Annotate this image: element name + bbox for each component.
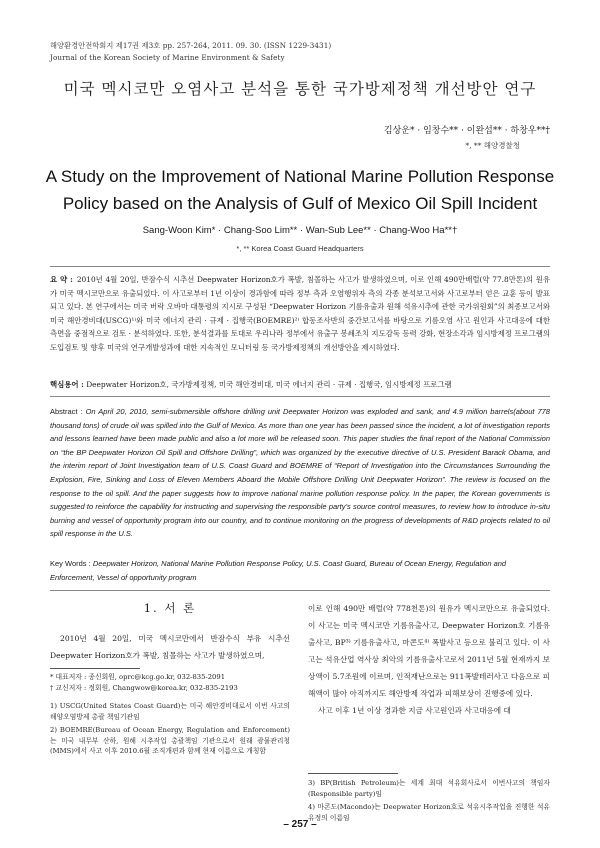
english-title-line2: Policy based on the Analysis of Gulf of Mexico Oil Spill Incident <box>62 194 538 213</box>
footnotes-left <box>50 701 290 757</box>
english-abstract <box>50 405 550 541</box>
korean-keywords <box>50 379 550 390</box>
right-column-body <box>308 600 550 719</box>
korean-abstract-label: 요 약 : <box>50 275 73 284</box>
journal-header <box>50 40 331 64</box>
english-authors: Sang-Woon Kim* · Chang-Soo Lim** · Wan-Sub Lee** · Chang-Woo Ha**† <box>142 225 458 236</box>
korean-title: 미국 멕시코만 오염사고 분석을 통한 국가방제정책 개선방안 연구 <box>63 80 537 98</box>
author-footnotes <box>50 672 290 693</box>
right-paragraph-2: 사고 이후 1년 이상 경과한 지금 사고원인과 사고대응에 대 <box>318 706 511 715</box>
right-paragraph-1: 이로 인해 490만 배럴(약 778천톤)의 원유가 멕시코만으로 유출되었다. 이 사고는 미국 멕시코만 기름유출사고, Deepwater Horizon호 기름유출사고, BP³⁾ 기름유출사고, 마콘도⁴⁾ 폭발사고 등으로 불리고 있다. 이 사고는 석유산업 역사상 최악의 기름유출사고로서 2011년 5월 현재까지 보상액이 5.7조원에 이르며, 인적재난으로는 911폭발테러사고 다음으로 피해액이 많아 아직까지도 해안방제 작업과 피해보상이 진행중에 있다. <box>308 604 550 698</box>
korean-keywords-label: 핵심용어 : <box>50 380 84 389</box>
section-heading: 1. 서 론 <box>143 601 197 615</box>
footnote-divider-right <box>308 773 398 774</box>
korean-abstract-text: 2010년 4월 20일, 반잠수식 시추선 Deepwater Horizon호가 폭발, 침몰하는 사고가 발생하였으며, 이로 인해 490만배럴(약 77.8만톤)의 원유가 미국 멕시코만으로 유출되었다. 이 사고로부터 1년 이상이 경과함에 따라 정부 측과 오염행위자 측의 각종 분석보고서와 사고로부터 얻은 교훈 등이 발표되고 있다. 본 연구에서는 미국 버락 오바마 대통령의 지시로 구성된 “Deepwater Horizon 기름유출과 원해 석유시추에 관한 국가위원회”의 최종보고서와 미국 해안경비대(USCG)¹⁾와 미국 에너지 관리 · 규제 · 집행국(BOEMRE)²⁾ 합동조사반의 중간보고서를 바탕으로 기름오염 사고 원인과 사고대응에 대한 측면을 중점적으로 검토 · 분석하였다. 또한, 분석결과를 토대로 우리나라 정부에서 유출구 봉쇄조치 지도감독 등력 강화, 현장소각과 임시방제정 프로그램의 도입검토 및 향후 미국의 연구개발성과에 대한 지속적인 모니터링 등 국가방제정책의 개선방안을 제시하였다. <box>50 275 550 352</box>
page-number: – 257 – <box>283 819 317 830</box>
footnotes-right <box>308 778 550 823</box>
korean-abstract <box>50 273 550 355</box>
divider-top <box>50 266 550 267</box>
corresponding-author-note: † 교신저자 : 정회원, Changwow@korea.kr, 032-835-2193 <box>50 683 238 692</box>
footnote-2: 2) BOEMRE(Bureau of Ocean Energy, Regulation and Enforcement)는 미국 내무부 산하, 원해 시추작업 총괄책임 기관으로서 원래 광물관리청(MMS)에서 사고 이후 2010.6월 조직개편과 함께 현재 이름으로 개칭함 <box>50 726 290 755</box>
representative-author-note: * 대표저자 : 종신회원, oprc@kcg.go.kr, 032-835-2091 <box>50 673 226 681</box>
footnote-3: 3) BP(British Petroleum)는 세계 최대 석유회사로서 이번사고의 책임자(Responsible party)임 <box>308 779 550 798</box>
divider-bottom <box>50 590 550 591</box>
korean-authors: 김상운* · 임창수** · 이완섭** · 하창우**† <box>383 126 550 136</box>
footnote-divider <box>50 668 140 669</box>
korean-keywords-text: Deepwater Horizon호, 국가방제정책, 미국 해안경비대, 미국 에너지 관리 · 규제 · 집행국, 임시방제정 프로그램 <box>86 380 452 389</box>
english-title-line1: A Study on the Improvement of National Marine Pollution Response <box>45 167 555 186</box>
journal-name: Journal of the Korean Society of Marine Environment & Safety <box>50 53 285 62</box>
divider-middle <box>50 396 550 397</box>
english-keywords-text: Deepwater Horizon, National Marine Pollution Response Policy, U.S. Coast Guard, Bureau of Ocean Energy, Regulation and Enforcement, Vessel of opportunity program <box>50 559 507 582</box>
english-abstract-text: On April 20, 2010, semi-submersible offshore drilling unit Deepwater Horizon was exploded and sank, and 4.9 million barrels(about 778 thousand tons) of crude oil was spilled into the Gulf of Mexico. As more than one year has been passed since the incident, a lot of investigation reports and lessons learned have been made public and also a lot more will be released soon. This paper studies the final report of the National Commission on “the BP Deepwater Horizon Oil Spill and Offshore Drilling”, which was organized by the executive directive of U.S. President Barack Obama, and the interim report of Joint Investigation team of U.S. Coast Guard and BOEMRE of “Report of Investigation into the Circumstances Surrounding the Explosion, Fire, Sinking and Loss of Eleven Members Aboard the Mobile Offshore Drilling Unit Deepwater Horizon”. The review is focused on the response to the oil spill. And the paper suggests how to improve national marine pollution response policy. In the paper, the Korean governments is suggested to reinforce the capability for instructing and supervising the responsible party’s source control measures, to review how to introduce in-situ burning and vessel of opportunity program into our country, and to continue monitoring on the progress of developments of R&D projects related to oil spill response in the U.S. <box>50 407 550 539</box>
english-affiliation: *, ** Korea Coast Guard Headquarters <box>236 244 364 253</box>
left-column-body: 2010년 4월 20일, 미국 멕시코만에서 반잠수식 부유 시추선 Deepwater Horizon호가 폭발, 침몰하는 사고가 발생하였으며, <box>50 634 290 660</box>
footnote-1: 1) USCG(United States Coast Guard)는 미국 해안경비대로서 이번 사고의 해양오염방제 총괄 책임기관임 <box>50 702 290 721</box>
english-keywords <box>50 557 550 584</box>
journal-citation: 해양환경안전학회지 제17권 제3호 pp. 257-264, 2011. 09. 30. (ISSN 1229-3431) <box>50 41 332 50</box>
english-keywords-label: Key Words : <box>50 559 91 568</box>
footnote-4: 4) 마콘도(Macondo)는 Deepwater Horizon호로 석유시추작업을 진행한 석유유정의 이름임 <box>308 803 550 822</box>
korean-affiliation: *, ** 해양경찰청 <box>465 141 520 150</box>
english-abstract-label: Abstract : <box>50 407 83 416</box>
english-title <box>30 163 570 217</box>
